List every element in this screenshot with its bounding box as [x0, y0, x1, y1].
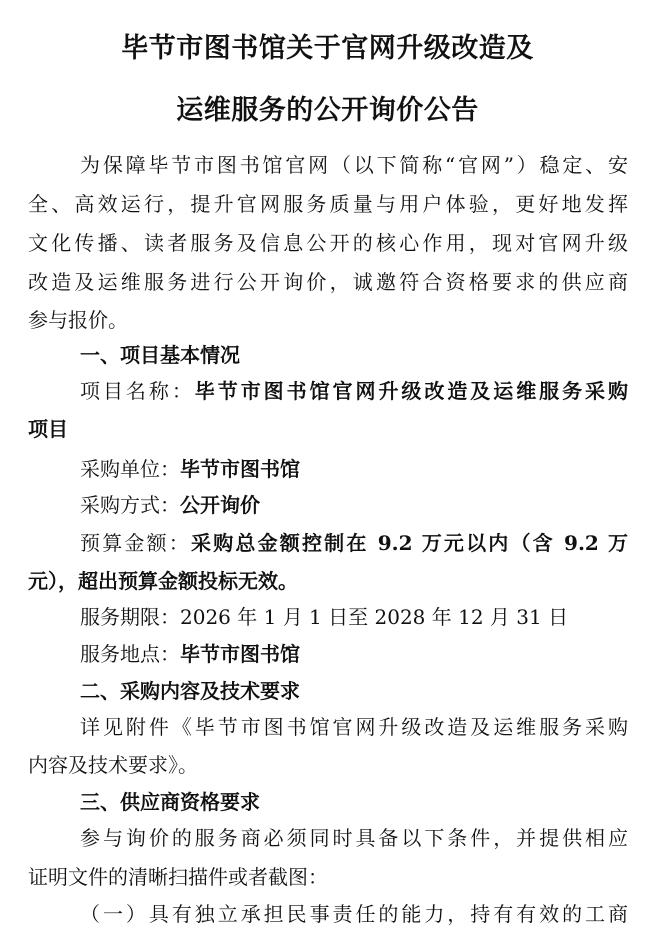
- method-label: 采购方式：: [80, 493, 180, 517]
- intro-paragraph-line: 参与报价。: [28, 308, 128, 332]
- purchaser-value: 毕节市图书馆: [180, 457, 300, 481]
- intro-paragraph-line: 全、高效运行，提升官网服务质量与用户体验，更好地发挥: [28, 192, 628, 216]
- section-3-text-line: 证明文件的清晰扫描件或者截图：: [28, 865, 328, 889]
- document-title-line-1: 毕节市图书馆关于官网升级改造及: [121, 33, 534, 64]
- purchaser-row: [80, 456, 628, 482]
- location-value: 毕节市图书馆: [180, 642, 300, 666]
- purchaser-label: 采购单位：: [80, 457, 180, 481]
- section-2-heading: 二、采购内容及技术要求: [80, 679, 300, 703]
- project-name-label: 项目名称：: [80, 379, 195, 403]
- budget-row: [80, 530, 628, 556]
- section-3-text-line: 参与询价的服务商必须同时具备以下条件，并提供相应: [80, 826, 628, 850]
- method-value: 公开询价: [180, 493, 260, 517]
- project-name-row: [80, 378, 628, 404]
- project-name-value-cont: 项目: [28, 417, 68, 441]
- section-2-text-line: 内容及技术要求》。: [28, 753, 198, 777]
- budget-value-cont: 元），超出预算金额投标无效。: [28, 569, 298, 593]
- period-label: 服务期限：: [80, 605, 180, 629]
- section-1-heading: 一、项目基本情况: [80, 343, 240, 367]
- section-3-item-1: （一）具有独立承担民事责任的能力，持有有效的工商: [80, 902, 628, 926]
- location-row: [80, 641, 628, 667]
- intro-paragraph-line: 改造及运维服务进行公开询价，诚邀符合资格要求的供应商: [28, 270, 628, 294]
- period-value: 2026 年 1 月 1 日至 2028 年 12 月 31 日: [180, 605, 569, 629]
- project-name-value: 毕节市图书馆官网升级改造及运维服务采购: [194, 379, 629, 403]
- intro-paragraph-line: 为保障毕节市图书馆官网（以下简称“官网”）稳定、安: [80, 153, 628, 177]
- document-title-line-2: 运维服务的公开询价公告: [176, 95, 479, 126]
- budget-value: 采购总金额控制在 9.2 万元以内（含 9.2 万: [191, 531, 628, 555]
- period-row: [80, 604, 628, 630]
- budget-label: 预算金额：: [80, 531, 191, 555]
- section-3-heading: 三、供应商资格要求: [80, 790, 260, 814]
- method-row: [80, 492, 628, 518]
- intro-paragraph-line: 文化传播、读者服务及信息公开的核心作用，现对官网升级: [28, 231, 628, 255]
- section-2-text-line: 详见附件《毕节市图书馆官网升级改造及运维服务采购: [80, 715, 628, 739]
- location-label: 服务地点：: [80, 642, 180, 666]
